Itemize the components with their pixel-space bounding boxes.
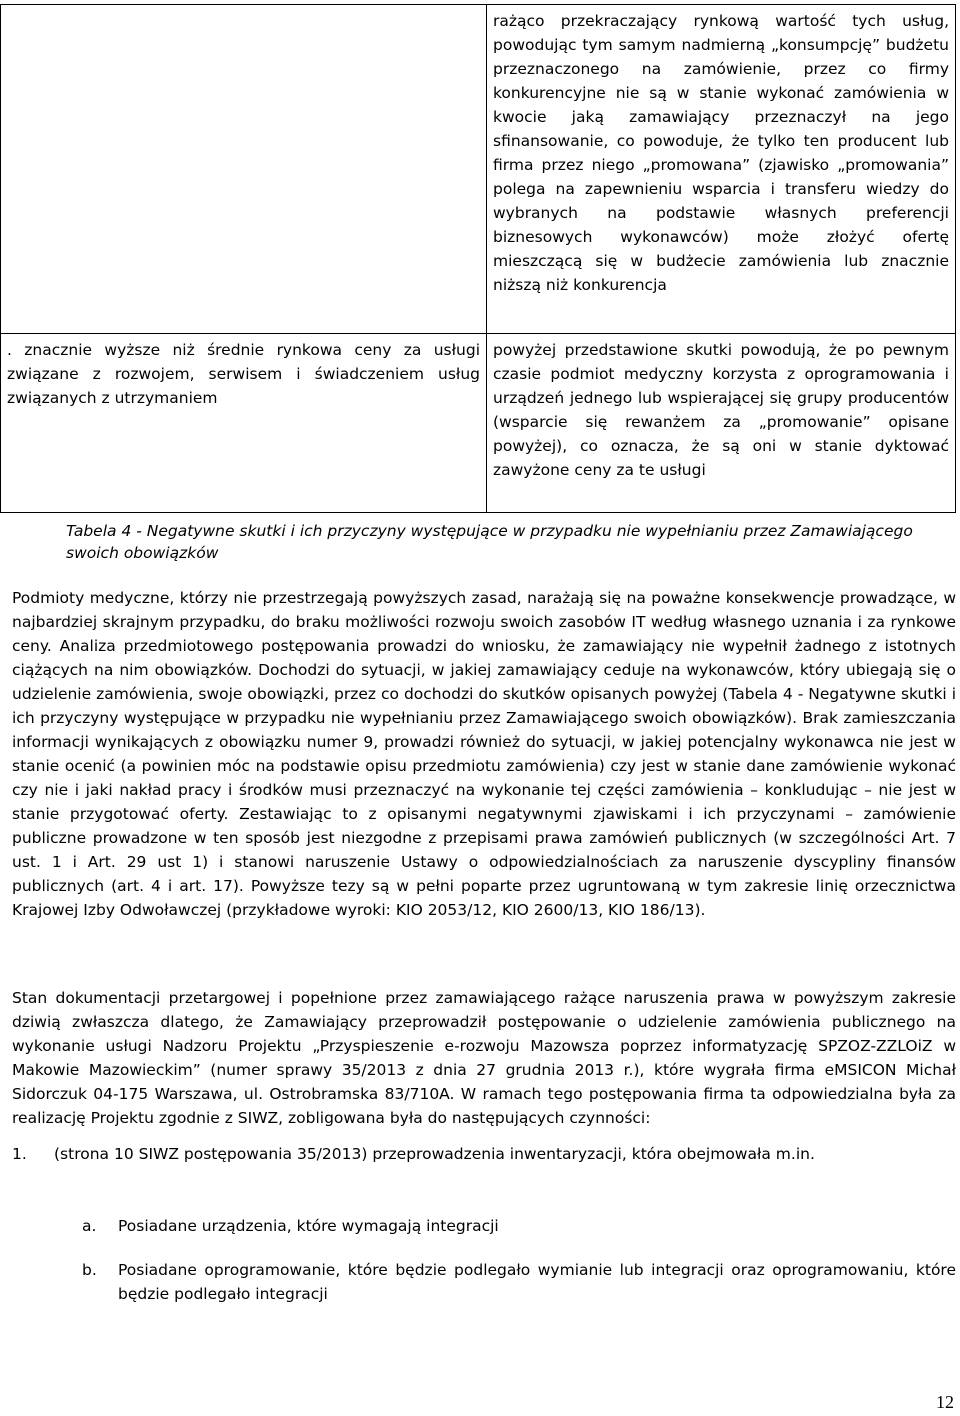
table-cell-effect: powyżej przedstawione skutki powodują, że po pewnym czasie podmiot medyczny korzysta z oprogramowania i urządzeń jednego lub wspierającej się grupy producentów (wsparcie się rewanżem za „promowanie” opisane powyżej), co oznacza, że są oni w stanie dyktować zawyżone ceny za te usługi xyxy=(487,334,956,513)
table-caption: Tabela 4 - Negatywne skutki i ich przyczyny występujące w przypadku nie wypełnianiu przez Zamawiającego swoich obowiązków xyxy=(66,522,913,562)
page-number: 12 xyxy=(936,1392,954,1412)
effects-table xyxy=(0,4,956,513)
sub-list-text: Posiadane urządzenia, które wymagają integracji xyxy=(118,1217,499,1235)
body-paragraph: Podmioty medyczne, którzy nie przestrzegają powyższych zasad, narażają się na poważne konsekwencje prowadzące, w najbardziej skrajnym przypadku, do braku możliwości rozwoju swoich zasobów IT według własnego uznania i za rynkowe ceny. Analiza przedmiotowego postępowania prowadzi do wniosku, że zamawiający nie wypełnił żadnego z istotnych ciążących na nim obowiązków. Dochodzi do sytuacji, w jakiej zamawiający ceduje na wykonawców, który ubiegają się o udzielenie zamówienia, swoje obowiązki, przez co dochodzi do skutków opisanych powyżej (Tabela 4 - Negatywne skutki i ich przyczyny występujące w przypadku nie wypełnianiu przez Zamawiającego swoich obowiązków). Brak zamieszczania informacji wynikających z obowiązku numer 9, prowadzi również do sytuacji, w jakiej potencjalny wykonawca nie jest w stanie ocenić (a powinien móc na podstawie opisu przedmiotu zamówienia) czy jest w stanie dane zamówienie wykonać czy nie i jaki nakład pracy i środków musi przeznaczyć na wykonanie tej części zamówienia – konkludując – nie jest w stanie przygotować oferty. Zestawiając to z opisanymi negatywnymi zjawiskami i ich przyczynami – zamówienie publiczne prowadzone w ten sposób jest niezgodne z przepisami prawa zamówień publicznych (w szczególności Art. 7 ust. 1 i Art. 29 ust 1) i stanowi naruszenie Ustawy o odpowiedzialnościach za naruszenie dyscypliny finansów publicznych (art. 4 i art. 17). Powyższe tezy są w pełni poparte przez ugruntowaną w tym zakresie linię orzecznictwa Krajowej Izby Odwoławczej (przykładowe wyroki: KIO 2053/12, KIO 2600/13, KIO 186/13). xyxy=(12,589,956,919)
sub-list-marker: a. xyxy=(82,1217,97,1235)
list-number: 1. xyxy=(12,1145,27,1163)
table-row xyxy=(1,334,956,513)
body-paragraph: Stan dokumentacji przetargowej i popełnione przez zamawiającego rażące naruszenia prawa w powyższym zakresie dziwią zwłaszcza dlatego, że Zamawiający przeprowadził postępowanie o udzielenie zamówienia publicznego na wykonanie usługi Nadzoru Projektu „Przyspieszenie e-rozwoju Mazowsza poprzez informatyzację SPZOZ-ZZLOiZ w Makowie Mazowieckim” (numer sprawy 35/2013 z dnia 27 grudnia 2013 r.), które wygrała firma eMSICON Michał Sidorczuk 04-175 Warszawa, ul. Ostrobramska 83/710A. W ramach tego postępowania firma ta odpowiedzialna była za realizację Projektu zgodnie z SIWZ, zobligowana była do następujących czynności: xyxy=(12,989,956,1127)
table-cell-effect: rażąco przekraczający rynkową wartość tych usług, powodując tym samym nadmierną „konsumpcję” budżetu przeznaczonego na zamówienie, przez co firmy konkurencyjne nie są w stanie wykonać zamówienia w kwocie jaką zamawiający przeznaczył na jego sfinansowanie, co powoduje, że tylko ten producent lub firma przez niego „promowana” (zjawisko „promowania” polega na zapewnieniu wsparcia i transferu wiedzy do wybranych na podstawie własnych preferencji biznesowych wykonawców) może złożyć ofertę mieszczącą się w budżecie zamówienia lub znacznie niższą niż konkurencja xyxy=(487,5,956,334)
sub-list-marker: b. xyxy=(82,1261,97,1279)
list-item-text: (strona 10 SIWZ postępowania 35/2013) przeprowadzenia inwentaryzacji, która obejmowała m.in. xyxy=(54,1145,815,1163)
table-row xyxy=(1,5,956,334)
table-cell-cause xyxy=(1,5,487,334)
sub-list-text: Posiadane oprogramowanie, które będzie podlegało wymianie lub integracji oraz oprogramowaniu, które będzie podlegało integracji xyxy=(118,1261,956,1303)
table-cell-cause: . znacznie wyższe niż średnie rynkowa ceny za usługi związane z rozwojem, serwisem i świadczeniem usług związanych z utrzymaniem xyxy=(1,334,487,513)
